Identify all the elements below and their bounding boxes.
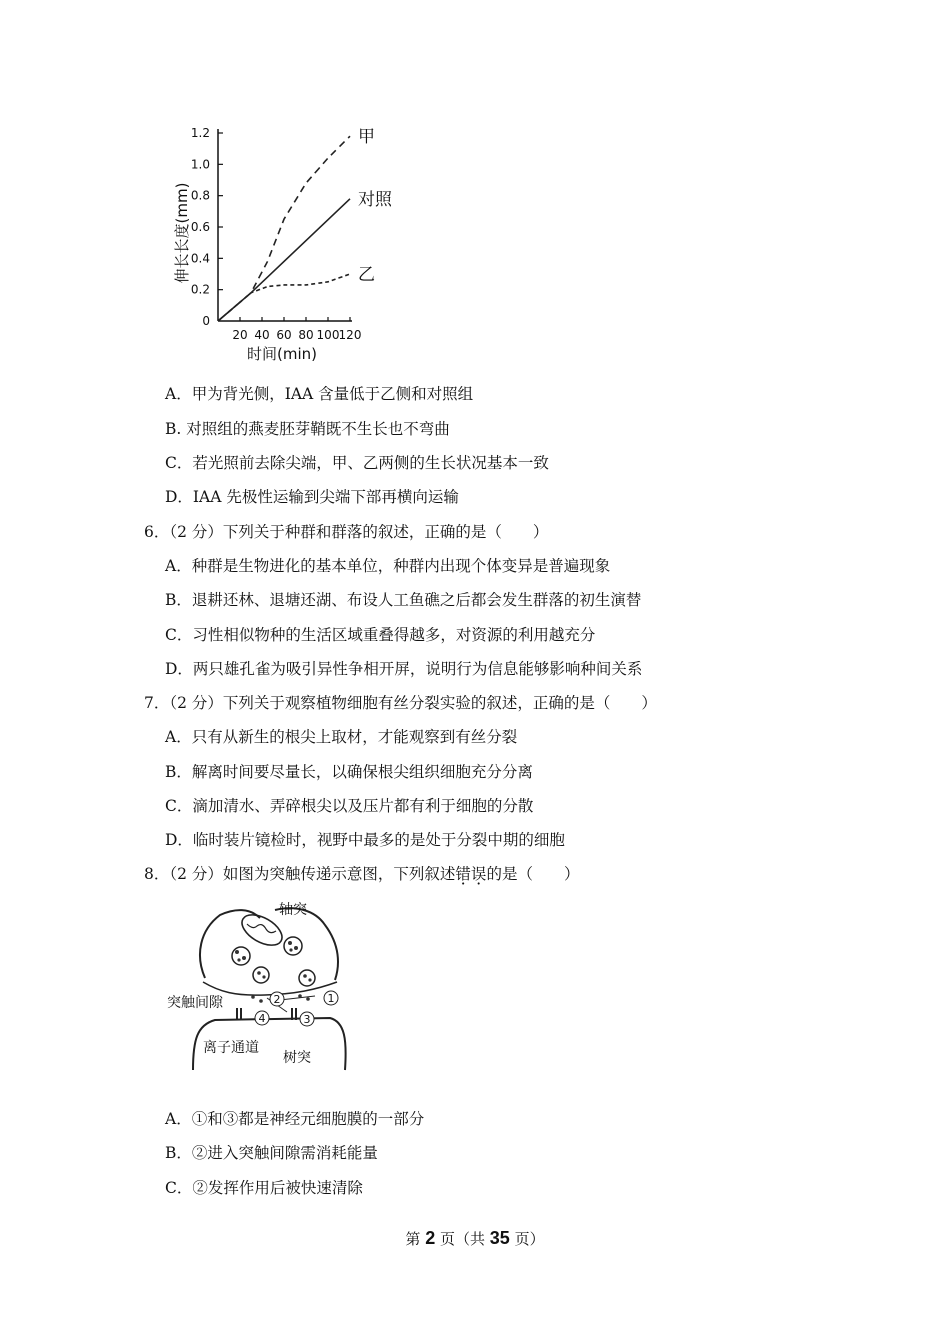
marker-4: 4	[258, 1012, 266, 1025]
y-tick-label: 0.6	[190, 220, 210, 234]
footer-middle: 页（共	[435, 1230, 490, 1248]
x-tick-label: 80	[298, 328, 314, 342]
q8-option-a: A．①和③都是神经元细胞膜的一部分	[165, 1110, 425, 1128]
marker-3: 3	[303, 1013, 311, 1026]
q8-option-c: C．②发挥作用后被快速清除	[165, 1179, 363, 1197]
series-label: 乙	[358, 265, 375, 285]
vesicle	[284, 937, 302, 955]
q5-option-c: C．若光照前去除尖端，甲、乙两侧的生长状况基本一致	[165, 454, 549, 472]
vesicle	[232, 947, 250, 965]
vesicle	[253, 967, 269, 983]
y-axis-label: 伸长长度(mm)	[173, 182, 191, 284]
y-tick-label: 0	[202, 314, 210, 328]
y-tick-label: 1.0	[190, 157, 210, 172]
y-tick-label: 0.2	[190, 282, 210, 297]
x-tick-label: 120	[338, 328, 362, 342]
label-cleft: 突触间隙	[167, 995, 223, 1011]
q6-option-b: B．退耕还林、退塘还湖、布设人工鱼礁之后都会发生群落的初生演替	[165, 591, 642, 609]
q8-stem	[144, 864, 579, 884]
series-line-对照	[218, 199, 350, 321]
q8-emph-2: 误	[470, 865, 487, 883]
label-dendrite: 树突	[283, 1050, 311, 1066]
synapse-diagram	[165, 900, 365, 1075]
q8-option-b: B．②进入突触间隙需消耗能量	[165, 1144, 378, 1162]
series-line-乙	[218, 274, 350, 321]
vesicle	[299, 970, 315, 986]
q5-option-a: A．甲为背光侧，IAA 含量低于乙侧和对照组	[165, 385, 474, 403]
marker-1: 1	[327, 992, 335, 1005]
marker-2: 2	[273, 993, 281, 1006]
ion-channel	[237, 1008, 241, 1020]
footer-prefix: 第	[405, 1230, 426, 1248]
x-axis-label: 时间(min)	[247, 345, 317, 363]
y-tick-label: 1.2	[190, 126, 210, 140]
q7-stem: 7．（2 分）下列关于观察植物细胞有丝分裂实验的叙述，正确的是（ ）	[144, 694, 657, 712]
q5-option-d: D．IAA 先极性运输到尖端下部再横向运输	[165, 488, 459, 506]
presynaptic-membrane	[203, 982, 337, 995]
q6-stem: 6．（2 分）下列关于种群和群落的叙述，正确的是（ ）	[144, 523, 549, 541]
q7-option-d: D．临时装片镜检时，视野中最多的是处于分裂中期的细胞	[165, 831, 565, 849]
q6-option-a: A．种群是生物进化的基本单位，种群内出现个体变异是普遍现象	[165, 557, 611, 575]
q7-option-b: B．解离时间要尽量长，以确保根尖组织细胞充分分离	[165, 763, 533, 781]
x-tick-label: 20	[232, 328, 248, 342]
series-label: 对照	[358, 189, 392, 210]
x-tick-label: 100	[316, 328, 340, 342]
footer-suffix: 页）	[509, 1230, 545, 1248]
q5-option-b: B. 对照组的燕麦胚芽鞘既不生长也不弯曲	[165, 420, 450, 438]
page-total: 35	[489, 1228, 510, 1248]
q8-stem-prefix: 8．（2 分）如图为突触传递示意图，下列叙述	[144, 865, 456, 883]
page-number: 2	[425, 1228, 436, 1248]
label-axon: 轴突	[279, 902, 307, 918]
q6-option-c: C．习性相似物种的生活区域重叠得越多，对资源的利用越充分	[165, 626, 596, 644]
y-tick-label: 0.8	[190, 188, 210, 203]
q6-option-d: D．两只雄孔雀为吸引异性争相开屏，说明行为信息能够影响种间关系	[165, 660, 643, 678]
q7-option-c: C．滴加清水、弄碎根尖以及压片都有利于细胞的分散	[165, 797, 534, 815]
chart-series	[218, 127, 393, 321]
axon-outline	[200, 908, 338, 980]
series-label: 甲	[358, 127, 375, 148]
label-channel: 离子通道	[203, 1040, 259, 1056]
q8-stem-suffix: 的是（ ）	[486, 865, 580, 883]
x-tick-label: 40	[254, 328, 270, 342]
chart-axes	[191, 126, 362, 342]
q7-option-a: A．只有从新生的根尖上取材，才能观察到有丝分裂	[165, 728, 518, 746]
page-footer	[0, 1228, 950, 1249]
x-tick-label: 60	[276, 328, 292, 342]
y-tick-label: 0.4	[190, 251, 210, 266]
elongation-chart	[160, 118, 420, 368]
q8-emph-1: 错	[455, 865, 471, 883]
series-line-甲	[218, 136, 350, 321]
